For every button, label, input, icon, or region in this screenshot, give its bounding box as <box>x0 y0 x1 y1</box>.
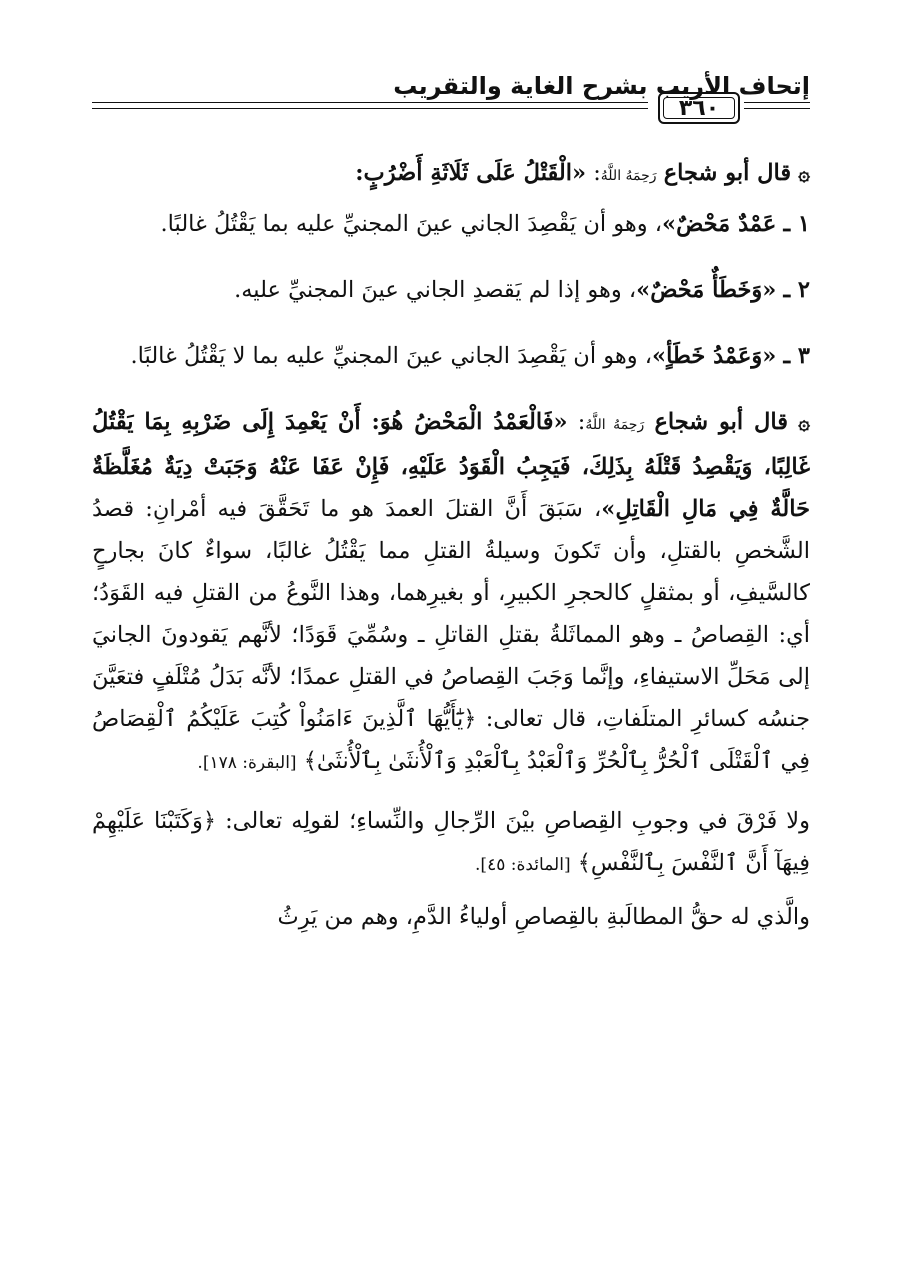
quran-verse-2: ﴿وَكَتَبْنَا عَلَيْهِمْ فِيهَآ أَنَّ ٱلنَّفْسَ بِٱلنَّفْسِ﴾ <box>92 808 810 876</box>
flower-ornament-icon: ۞ <box>798 410 810 434</box>
colon-1: : <box>593 160 601 186</box>
flower-ornament-icon: ۞ <box>798 161 810 185</box>
paragraph-4 <box>92 896 810 938</box>
item-1-num: ١ ـ <box>783 211 810 237</box>
speaker-2: قال أبو شجاع <box>654 409 789 435</box>
paragraph-3 <box>92 800 810 886</box>
item-3-num: ٣ ـ <box>783 343 810 369</box>
item-3 <box>92 335 810 377</box>
matn-2: «فَالْعَمْدُ الْمَحْضُ هُوَ: أَنْ يَعْمِدَ إِلَى ضَرْبِهِ بِمَا يَقْتُلُ غَالِبًا، وَيَقْصِدُ قَتْلَهُ بِذَلِكَ، فَيَجِبُ الْقَوَدُ عَلَيْهِ، فَإِنْ عَفَا عَنْهُ وَجَبَتْ دِيَةٌ مُغَلَّظَةٌ حَالَّةٌ فِي مَالِ الْقَاتِلِ» <box>92 409 810 522</box>
item-1-term: عَمْدٌ مَحْضٌ» <box>662 211 777 237</box>
section-2-paragraph <box>92 401 810 784</box>
speaker-1: قال أبو شجاع <box>663 160 792 186</box>
header-rule-left <box>92 102 648 109</box>
quran-verse-1: ﴿يَٰٓأَيُّهَا ٱلَّذِينَ ءَامَنُواْ كُتِبَ عَلَيْكُمُ ٱلْقِصَاصُ فِي ٱلْقَتْلَى ٱلْحُرُّ بِٱلْحُرِّ وَٱلْعَبْدُ بِٱلْعَبْدِ وَٱلْأُنثَىٰ بِٱلْأُنثَىٰ﴾ <box>92 706 810 774</box>
commentary-2: ، سَبَقَ أَنَّ القتلَ العمدَ هو ما تَحَقَّقَ فيه أمْرانِ: قصدُ الشَّخصِ بالقتلِ، وأن تَكونَ وسيلةُ القتلِ مما يَقْتُلُ غالبًا، سواءٌ كانَ بجارحٍ كالسَّيفِ، أو بمثقلٍ كالحجرِ الكبيرِ، أو بغيرِهما، وهذا النَّوعُ من القتلِ فيه القَوَدُ؛ أي: القِصاصُ ـ وهو المماثَلةُ بقتلِ القاتلِ ـ وسُمِّيَ قَوَدًا؛ لأنَّهم يَقودونَ الجانيَ إلى مَحَلِّ الاستيفاءِ، وإنَّما وَجَبَ القِصاصُ في القتلِ عمدًا؛ لأنَّه بَدَلُ مُتْلَفٍ فتعَيَّنَ جنسُه كسائرِ المتلَفاتِ، قال تعالى: <box>92 496 810 732</box>
item-2 <box>92 269 810 311</box>
running-title: إتحاف الأريب بشرح الغاية والتقريب <box>393 72 810 100</box>
item-2-num: ٢ ـ <box>783 277 810 303</box>
matn-1: «الْقَتْلُ عَلَى ثَلَاثَةِ أَضْرُبٍ: <box>355 160 587 186</box>
item-1 <box>92 203 810 245</box>
verse-reference-1: [البقرة: ١٧٨]. <box>197 753 297 773</box>
honorific-2: رَحِمَهُ اللَّهُ <box>585 417 645 433</box>
header-rule <box>92 92 810 122</box>
section-1 <box>92 152 810 938</box>
paragraph-4-text: والَّذي له حقُّ المطالَبةِ بالقِصاصِ أولياءُ الدَّمِ، وهم من يَرِثُ <box>277 904 810 930</box>
matn-heading-1 <box>92 152 810 197</box>
item-1-text: ، وهو أن يَقْصِدَ الجاني عينَ المجنيِّ عليه بما يَقْتُلُ غالبًا. <box>160 211 663 237</box>
verse-reference-2: [المائدة: ٤٥]. <box>475 855 571 875</box>
colon-2: : <box>577 409 586 435</box>
honorific-1: رَحِمَهُ اللَّهُ <box>600 168 657 184</box>
item-2-text: ، وهو إذا لم يَقصدِ الجاني عينَ المجنيِّ عليه. <box>234 277 637 303</box>
paragraph-3-text: ولا فَرْقَ في وجوبِ القِصاصِ بيْنَ الرِّجالِ والنِّساءِ؛ لقولِه تعالى: <box>225 808 811 834</box>
item-3-term: «وَعَمْدُ خَطَأٍ» <box>652 343 777 369</box>
item-2-term: «وَخَطَأٌ مَحْضٌ» <box>636 277 777 303</box>
item-3-text: ، وهو أن يَقْصِدَ الجاني عينَ المجنيِّ عليه بما لا يَقْتُلُ غالبًا. <box>130 343 653 369</box>
page-number: ٣٦٠ <box>658 92 740 124</box>
header-rule-right <box>744 102 810 109</box>
